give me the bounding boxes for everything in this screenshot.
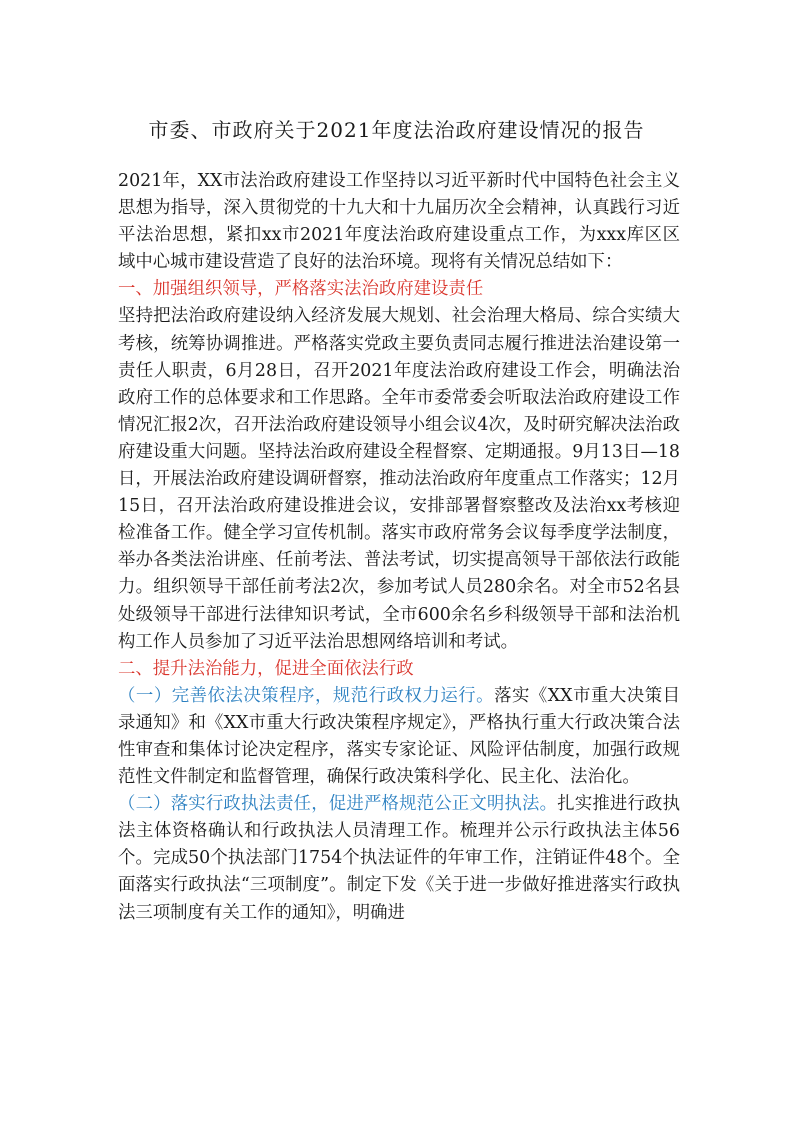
section-heading-2: 二、提升法治能力，促进全面依法行政 [118,658,414,679]
subsection-lead-1: （一）完善依法决策程序，规范行政权力运行。 [118,685,495,706]
document-title: 市委、市政府关于2021年度法治政府建设情况的报告 [148,118,645,142]
section-2-paragraph-1 [118,683,680,791]
subsection-text-2: 扎实推进行政执法主体资格确认和行政执法人员清理工作。梳理并公示行政执法主体56个。完成50个执法部门1754个执法证件的年审工作，注销证件48个。全面落实行政执法“三项制度”。制定下发《关于进一步做好推进落实行政执法三项制度有关工作的通知》，明确进 [118,794,680,923]
section-1-paragraph: 坚持把法治政府建设纳入经济发展大规划、社会治理大格局、综合实绩大考核，统筹协调推进。严格落实党政主要负责同志履行推进法治建设第一责任人职责，6月28日，召开2021年度法治政府建设工作会，明确法治政府工作的总体要求和工作思路。全年市委常委会听取法治政府建设工作情况汇报2次，召开法治政府建设领导小组会议4次，及时研究解决法治政府建设重大问题。坚持法治政府建设全程督察、定期通报。9月13日—18日，开展法治政府建设调研督察，推动法治政府年度重点工作落实；12月15日，召开法治政府建设推进会议，安排部署督察整改及法治xx考核迎检准备工作。健全学习宣传机制。落实市政府常务会议每季度学法制度，举办各类法治讲座、任前考法、普法考试，切实提高领导干部依法行政能力。组织领导干部任前考法2次，参加考试人员280余名。对全市52名县处级领导干部进行法律知识考试，全市600余名乡科级领导干部和法治机构工作人员参加了习近平法治思想网络培训和考试。 [118,306,680,652]
document-body [118,168,680,927]
intro-paragraph: 2021年，XX市法治政府建设工作坚持以习近平新时代中国特色社会主义思想为指导，深入贯彻党的十九大和十九届历次全会精神，认真践行习近平法治思想，紧扣xx市2021年度法治政府建设重点工作，为xxx库区区域中心城市建设营造了良好的法治环境。现将有关情况总结如下： [118,171,680,273]
section-2-paragraph-2 [118,791,680,926]
subsection-text-1: 落实《XX市重大决策目录通知》和《XX市重大行政决策程序规定》，严格执行重大行政决策合法性审查和集体讨论决定程序，落实专家论证、风险评估制度，加强行政规范性文件制定和监督管理，确保行政决策科学化、民主化、法治化。 [118,685,680,788]
subsection-lead-2: （二）落实行政执法责任，促进严格规范公正文明执法。 [118,794,558,815]
section-heading-1: 一、加强组织领导，严格落实法治政府建设责任 [118,279,484,300]
